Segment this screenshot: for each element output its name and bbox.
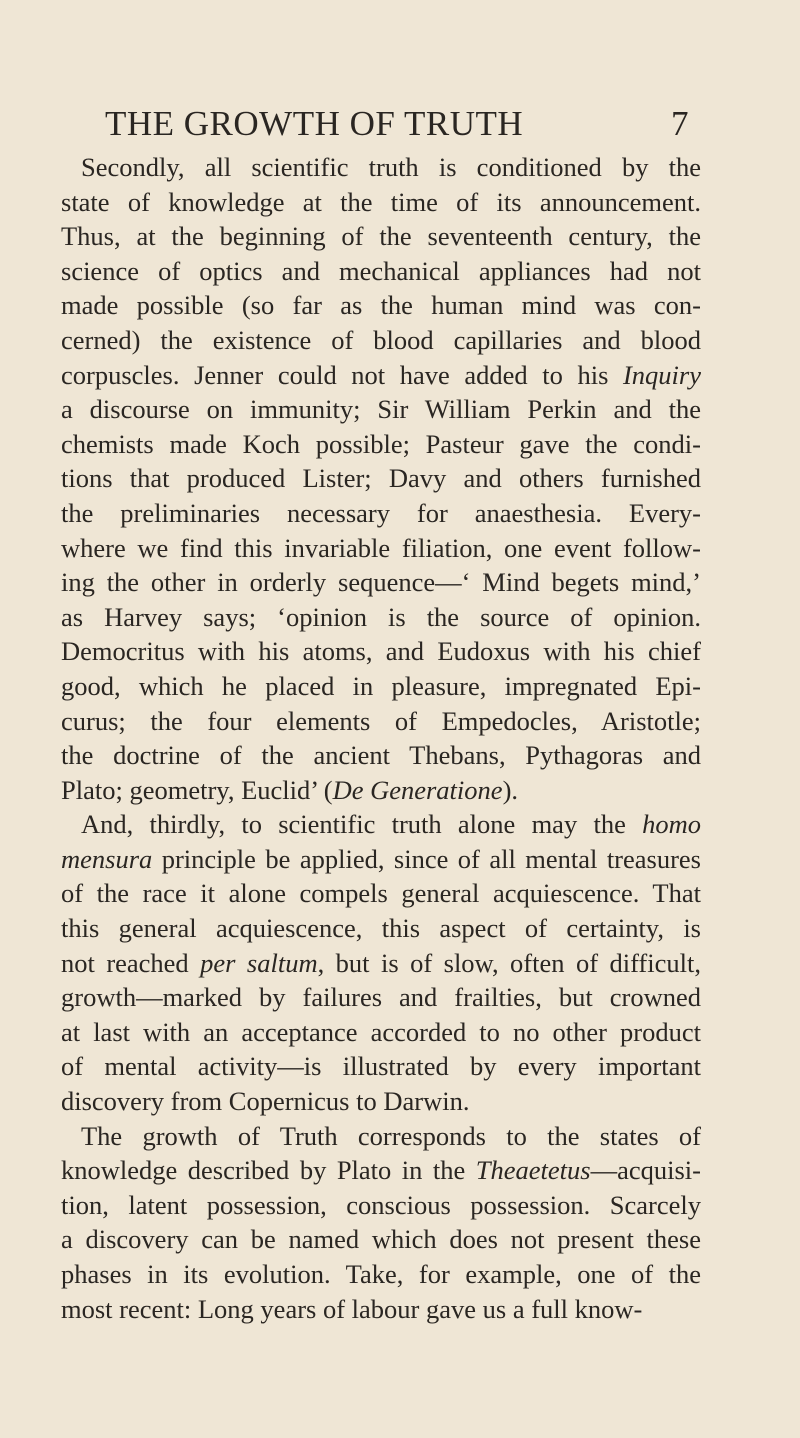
- text-segment: —acquisi-: [590, 1155, 701, 1186]
- text-line: [61, 1292, 701, 1327]
- text-segment: tion, latent possession, conscious possession. Scarcely: [61, 1189, 701, 1220]
- text-line: [61, 1084, 701, 1119]
- text-segment: knowledge described by Plato in the: [61, 1155, 476, 1186]
- text-line: [61, 911, 701, 946]
- text-segment: ing the other in orderly sequence—‘ Mind begets mind,’: [61, 567, 701, 598]
- text-line: [61, 738, 701, 773]
- text-segment: cerned) the existence of blood capillaries and blood: [61, 324, 701, 355]
- text-line: [61, 876, 701, 911]
- text-line: [61, 1222, 701, 1257]
- running-title: THE GROWTH OF TRUTH: [105, 104, 524, 143]
- text-segment: made possible (so far as the human mind was con-: [61, 290, 701, 321]
- body-text: [61, 150, 701, 1326]
- text-segment: the doctrine of the ancient Thebans, Pythagoras and: [61, 740, 701, 771]
- text-line: [61, 323, 701, 358]
- text-line: [61, 600, 701, 635]
- text-line: [61, 1015, 701, 1050]
- text-line: [61, 634, 701, 669]
- text-line: [61, 1049, 701, 1084]
- text-line: [61, 288, 701, 323]
- text-segment: at last with an acceptance accorded to no other product: [61, 1016, 701, 1047]
- text-segment: The growth of Truth corresponds to the states of: [81, 1120, 701, 1151]
- text-segment: chemists made Koch possible; Pasteur gave the condi-: [61, 428, 701, 459]
- text-segment: Plato; geometry, Euclid’ (: [61, 774, 333, 805]
- text-line: [61, 392, 701, 427]
- text-segment: of mental activity—is illustrated by every important: [61, 1051, 701, 1082]
- text-line: [61, 427, 701, 462]
- italic-text: per saltum: [200, 947, 318, 978]
- italic-text: Theaetetus: [475, 1155, 591, 1186]
- text-segment: state of knowledge at the time of its announcement.: [61, 186, 701, 217]
- text-segment: discovery from Copernicus to Darwin.: [61, 1086, 470, 1117]
- text-line: [61, 358, 701, 393]
- text-segment: a discovery can be named which does not present these: [61, 1224, 701, 1255]
- text-line: [61, 185, 701, 220]
- text-segment: this general acquiescence, this aspect of certainty, is: [61, 913, 701, 944]
- text-line: [61, 1119, 701, 1154]
- text-line: [61, 669, 701, 704]
- text-segment: most recent: Long years of labour gave us a full know-: [61, 1293, 643, 1324]
- text-segment: Thus, at the beginning of the seventeenth century, the: [61, 221, 701, 252]
- text-line: [61, 254, 701, 289]
- text-line: [61, 980, 701, 1015]
- text-segment: tions that produced Lister; Davy and others furnished: [61, 463, 701, 494]
- text-segment: science of optics and mechanical appliances had not: [61, 255, 701, 286]
- text-segment: ).: [502, 774, 519, 805]
- text-segment: of the race it alone compels general acquiescence. That: [61, 878, 701, 909]
- text-segment: phases in its evolution. Take, for example, one of the: [61, 1259, 701, 1289]
- text-line: [61, 946, 701, 981]
- text-segment: curus; the four elements of Empedocles, Aristotle;: [61, 705, 701, 736]
- text-line: [61, 496, 701, 531]
- text-segment: a discourse on immunity; Sir William Perkin and the: [61, 394, 701, 425]
- text-segment: Secondly, all scientific truth is conditioned by the: [81, 152, 701, 182]
- text-line: [61, 807, 701, 842]
- text-line: [61, 1153, 701, 1188]
- text-line: [61, 531, 701, 566]
- text-line: [61, 773, 701, 808]
- text-segment: , but is of slow, often of difficult,: [317, 947, 701, 978]
- text-segment: the preliminaries necessary for anaesthesia. Every-: [61, 497, 701, 528]
- text-line: [61, 1257, 701, 1292]
- text-segment: good, which he placed in pleasure, impregnated Epi-: [61, 670, 701, 701]
- text-segment: And, thirdly, to scientific truth alone may the: [81, 809, 643, 840]
- page-number: 7: [671, 104, 689, 143]
- text-segment: as Harvey says; ‘opinion is the source of opinion.: [61, 601, 701, 632]
- italic-text: homo: [642, 809, 701, 840]
- text-line: [61, 150, 701, 185]
- text-segment: Democritus with his atoms, and Eudoxus with his chief: [61, 636, 701, 667]
- text-segment: not reached: [61, 947, 201, 978]
- running-head: [105, 104, 689, 144]
- text-line: [61, 565, 701, 600]
- text-line: [61, 461, 701, 496]
- text-segment: corpuscles. Jenner could not have added to his: [61, 359, 623, 390]
- italic-text: mensura: [61, 843, 153, 874]
- text-line: [61, 842, 701, 877]
- text-line: [61, 704, 701, 739]
- italic-text: De Generatione: [332, 774, 503, 805]
- italic-text: Inquiry: [622, 359, 701, 390]
- text-segment: where we find this invariable filiation, one event follow-: [61, 532, 701, 563]
- text-line: [61, 1188, 701, 1223]
- text-segment: principle be applied, since of all mental treasures: [152, 843, 701, 874]
- text-line: [61, 219, 701, 254]
- text-segment: growth—marked by failures and frailties, but crowned: [61, 982, 701, 1013]
